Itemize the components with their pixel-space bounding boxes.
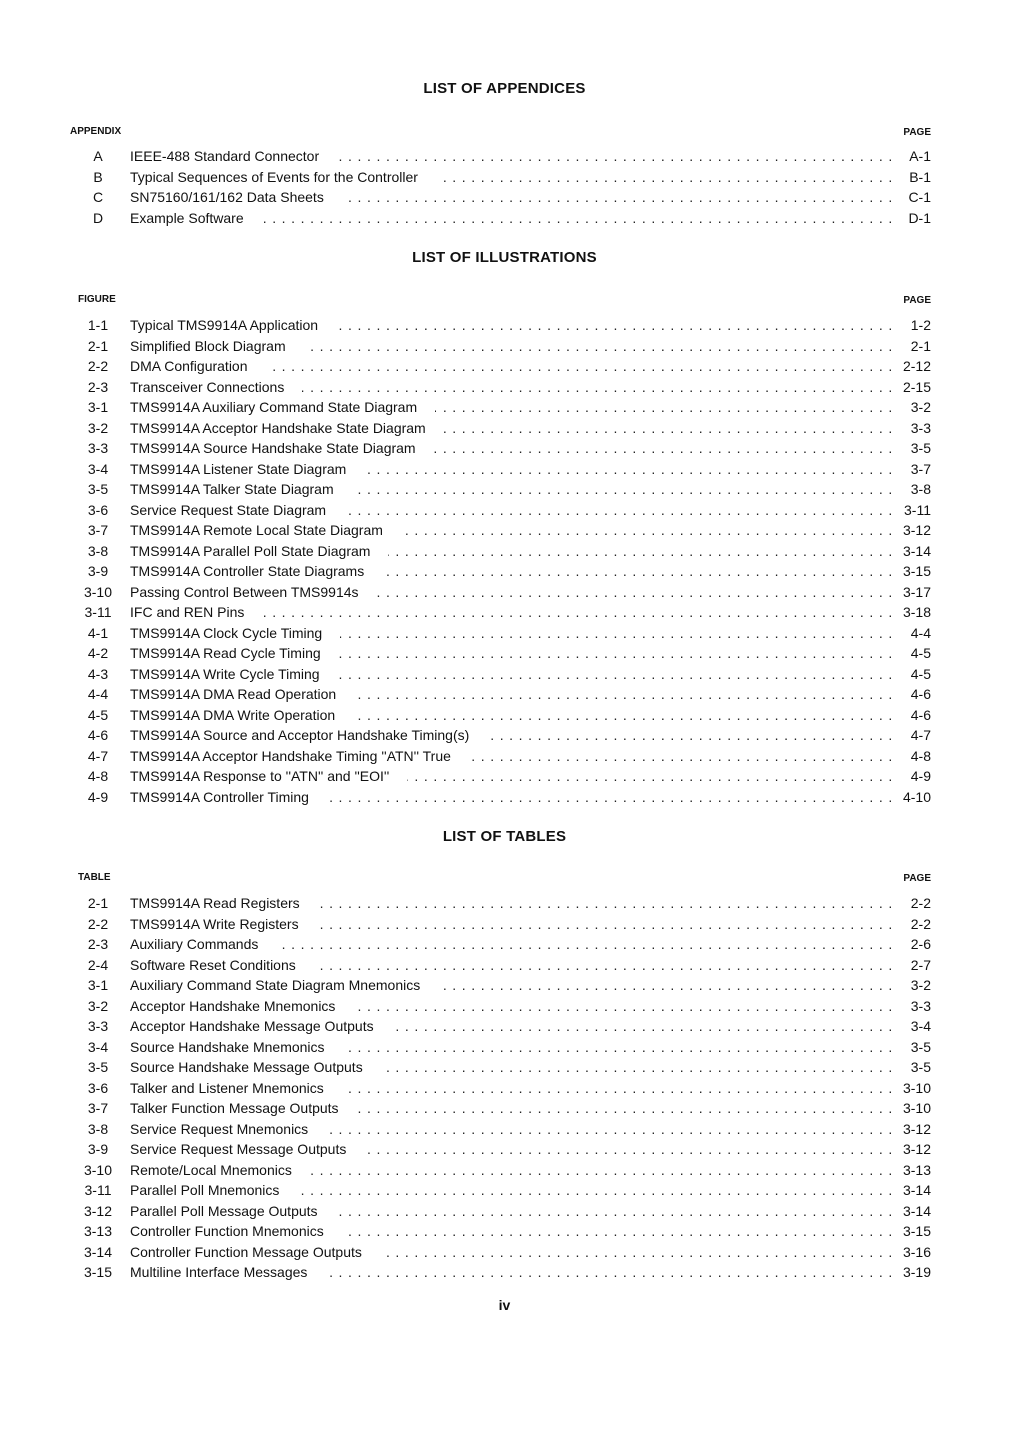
leader-dots bbox=[130, 377, 891, 398]
figure-number: 3-1 bbox=[87, 399, 109, 415]
table-page-ref: 2-6 bbox=[910, 936, 931, 952]
figure-number: 4-1 bbox=[87, 624, 109, 641]
table-number: 3-8 bbox=[87, 1120, 109, 1137]
figure-title: IFC and REN Pins bbox=[130, 604, 262, 620]
table-page-ref: 3-12 bbox=[902, 1141, 931, 1157]
figure-title: TMS9914A Source Handshake State Diagram bbox=[130, 440, 434, 456]
leader-dots bbox=[130, 187, 891, 208]
table-number: 3-10 bbox=[83, 1161, 113, 1178]
figure-number: 1-1 bbox=[87, 317, 109, 333]
leader-dots bbox=[130, 766, 891, 787]
appendix-number: A bbox=[93, 148, 103, 164]
figure-page-ref: 4-7 bbox=[910, 727, 931, 743]
table-page-ref: 3-10 bbox=[902, 1100, 931, 1116]
figure-entry bbox=[0, 725, 1009, 746]
figure-title: TMS9914A Write Cycle Timing bbox=[130, 666, 338, 682]
table-number: 3-3 bbox=[87, 1018, 109, 1034]
table-number: 3-15 bbox=[83, 1264, 113, 1280]
table-entry bbox=[0, 1098, 1009, 1119]
leader-dots bbox=[130, 520, 891, 541]
table-number: 3-4 bbox=[87, 1038, 109, 1055]
leader-dots bbox=[130, 1242, 891, 1263]
table-number: 3-13 bbox=[83, 1223, 113, 1239]
leader-dots bbox=[130, 336, 891, 357]
table-entry bbox=[0, 914, 1009, 935]
leader-dots bbox=[130, 1262, 891, 1283]
table-number: 3-11 bbox=[84, 1182, 112, 1198]
table-title: Controller Function Mnemonics bbox=[130, 1223, 342, 1239]
leader-dots bbox=[130, 684, 891, 705]
figure-page-ref: 4-6 bbox=[910, 686, 931, 702]
figure-entry bbox=[0, 643, 1009, 664]
table-page-ref: 3-4 bbox=[910, 1018, 931, 1034]
appendix-page-ref: B-1 bbox=[909, 168, 931, 185]
page-number: iv bbox=[498, 1297, 511, 1313]
figure-title: TMS9914A Acceptor Handshake Timing ''ATN'' True bbox=[130, 748, 469, 764]
leader-dots bbox=[130, 315, 891, 336]
figure-title: TMS9914A Response to ''ATN'' and ''EOI'' bbox=[130, 768, 407, 784]
leader-dots bbox=[130, 541, 891, 562]
appendix-number: D bbox=[92, 209, 104, 226]
leader-dots bbox=[130, 1180, 891, 1201]
figure-title: DMA Configuration bbox=[130, 358, 266, 374]
figure-entry bbox=[0, 438, 1009, 459]
table-entry bbox=[0, 996, 1009, 1017]
figure-page-ref: 4-10 bbox=[902, 788, 931, 805]
table-page-ref: 3-15 bbox=[902, 1223, 931, 1239]
table-page-ref: 3-14 bbox=[902, 1182, 931, 1198]
leader-dots bbox=[130, 208, 891, 229]
tables-heading: LIST OF TABLES bbox=[442, 828, 567, 845]
table-entry bbox=[0, 1078, 1009, 1099]
figure-entry bbox=[0, 479, 1009, 500]
leader-dots bbox=[130, 955, 891, 976]
leader-dots bbox=[130, 643, 891, 664]
table-page-ref: 3-19 bbox=[902, 1264, 931, 1280]
appendix-number: B bbox=[93, 168, 103, 185]
table-title: Multiline Interface Messages bbox=[130, 1264, 325, 1280]
table-entry bbox=[0, 893, 1009, 914]
leader-dots bbox=[130, 996, 891, 1017]
figure-page-ref: 4-9 bbox=[910, 768, 931, 784]
figure-number: 4-9 bbox=[87, 788, 109, 805]
figure-title: TMS9914A Read Cycle Timing bbox=[130, 645, 339, 661]
leader-dots bbox=[130, 479, 891, 500]
leader-dots bbox=[130, 1119, 891, 1140]
appendix-page-ref: C-1 bbox=[908, 189, 931, 205]
table-title: Acceptor Handshake Mnemonics bbox=[130, 998, 353, 1014]
table-entry bbox=[0, 1180, 1009, 1201]
appendix-title: Typical Sequences of Events for the Controller bbox=[130, 169, 436, 185]
leader-dots bbox=[130, 914, 891, 935]
table-page-ref: 3-13 bbox=[902, 1161, 931, 1178]
leader-dots bbox=[130, 893, 891, 914]
figure-title: Typical TMS9914A Application bbox=[130, 317, 336, 333]
table-number: 3-5 bbox=[87, 1059, 109, 1075]
figure-page-ref: 2-15 bbox=[902, 378, 931, 395]
figure-title: TMS9914A DMA Write Operation bbox=[130, 707, 353, 723]
figure-number: 3-3 bbox=[87, 440, 109, 456]
figure-number: 3-4 bbox=[87, 460, 109, 477]
figure-page-ref: 4-5 bbox=[910, 665, 931, 682]
table-title: TMS9914A Read Registers bbox=[130, 895, 318, 911]
leader-dots bbox=[130, 1201, 891, 1222]
figure-number: 4-2 bbox=[87, 645, 109, 661]
figure-title: TMS9914A Controller Timing bbox=[130, 789, 327, 805]
appendix-title: Example Software bbox=[130, 210, 262, 226]
table-page-ref: 2-7 bbox=[910, 956, 931, 973]
leader-dots bbox=[130, 746, 891, 767]
leader-dots bbox=[130, 664, 891, 685]
table-page-ref: 3-5 bbox=[910, 1059, 931, 1075]
figure-entry bbox=[0, 418, 1009, 439]
figure-page-column-header: PAGE bbox=[903, 295, 931, 306]
leader-dots bbox=[130, 418, 891, 439]
figure-number: 3-10 bbox=[83, 583, 113, 600]
table-page-ref: 3-2 bbox=[910, 977, 931, 993]
figure-title: TMS9914A Auxiliary Command State Diagram bbox=[130, 399, 435, 415]
figure-entry bbox=[0, 315, 1009, 336]
leader-dots bbox=[130, 975, 891, 996]
figure-page-ref: 1-2 bbox=[910, 317, 931, 333]
leader-dots bbox=[130, 602, 891, 623]
appendices-list bbox=[0, 146, 1009, 228]
leader-dots bbox=[130, 1160, 891, 1181]
table-entry bbox=[0, 1201, 1009, 1222]
table-title: Service Request Message Outputs bbox=[130, 1141, 364, 1157]
figure-page-ref: 3-2 bbox=[910, 399, 931, 415]
table-number: 3-6 bbox=[87, 1079, 109, 1096]
figure-title: TMS9914A Source and Acceptor Handshake Timing(s) bbox=[130, 727, 487, 743]
figure-page-ref: 3-3 bbox=[910, 419, 931, 436]
figure-page-ref: 4-8 bbox=[910, 747, 931, 764]
figure-entry bbox=[0, 582, 1009, 603]
figure-entry bbox=[0, 561, 1009, 582]
table-title: Service Request Mnemonics bbox=[130, 1121, 326, 1137]
figure-title: TMS9914A Remote Local State Diagram bbox=[130, 522, 401, 538]
figure-number: 3-11 bbox=[84, 604, 112, 620]
leader-dots bbox=[130, 705, 891, 726]
leader-dots bbox=[130, 725, 891, 746]
table-title: Controller Function Message Outputs bbox=[130, 1244, 380, 1260]
table-title: Remote/Local Mnemonics bbox=[130, 1162, 310, 1178]
figure-column-header: FIGURE bbox=[78, 294, 116, 305]
appendix-entry bbox=[0, 208, 1009, 229]
figure-entry bbox=[0, 377, 1009, 398]
table-page-ref: 3-10 bbox=[902, 1079, 931, 1096]
figure-title: TMS9914A Parallel Poll State Diagram bbox=[130, 543, 388, 559]
appendix-entry bbox=[0, 187, 1009, 208]
table-number: 2-4 bbox=[87, 956, 109, 973]
leader-dots bbox=[130, 623, 891, 644]
figure-entry bbox=[0, 684, 1009, 705]
leader-dots bbox=[130, 500, 891, 521]
table-title: Talker Function Message Outputs bbox=[130, 1100, 357, 1116]
appendix-title: SN75160/161/162 Data Sheets bbox=[130, 189, 342, 205]
table-page-ref: 2-2 bbox=[910, 915, 931, 932]
figure-entry bbox=[0, 500, 1009, 521]
figure-number: 3-7 bbox=[87, 522, 109, 538]
leader-dots bbox=[130, 934, 891, 955]
figure-title: TMS9914A DMA Read Operation bbox=[130, 686, 354, 702]
table-title: Parallel Poll Mnemonics bbox=[130, 1182, 297, 1198]
table-entry bbox=[0, 1242, 1009, 1263]
table-number: 3-7 bbox=[87, 1100, 109, 1116]
figure-number: 4-3 bbox=[87, 665, 109, 682]
leader-dots bbox=[130, 1139, 891, 1160]
table-entry bbox=[0, 975, 1009, 996]
appendices-heading: LIST OF APPENDICES bbox=[423, 80, 586, 97]
table-entry bbox=[0, 1119, 1009, 1140]
leader-dots bbox=[130, 438, 891, 459]
leader-dots bbox=[130, 1057, 891, 1078]
figure-entry bbox=[0, 397, 1009, 418]
figure-entry bbox=[0, 623, 1009, 644]
table-number: 3-14 bbox=[83, 1243, 113, 1260]
table-page-ref: 3-3 bbox=[910, 997, 931, 1014]
leader-dots bbox=[130, 459, 891, 480]
figure-page-ref: 3-17 bbox=[902, 583, 931, 600]
figure-entry bbox=[0, 459, 1009, 480]
table-number: 2-1 bbox=[87, 895, 109, 911]
figure-entry bbox=[0, 336, 1009, 357]
figure-number: 4-4 bbox=[87, 686, 109, 702]
table-entry bbox=[0, 934, 1009, 955]
table-title: Auxiliary Command State Diagram Mnemonics bbox=[130, 977, 438, 993]
table-entry bbox=[0, 1221, 1009, 1242]
figure-entry bbox=[0, 664, 1009, 685]
figure-entry bbox=[0, 356, 1009, 377]
leader-dots bbox=[130, 1221, 891, 1242]
figure-entry bbox=[0, 541, 1009, 562]
illustrations-list bbox=[0, 315, 1009, 807]
table-entry bbox=[0, 1160, 1009, 1181]
leader-dots bbox=[130, 787, 891, 808]
figure-number: 3-8 bbox=[87, 542, 109, 559]
figure-title: Transceiver Connections bbox=[130, 379, 302, 395]
figure-page-ref: 3-18 bbox=[902, 604, 931, 620]
table-title: Parallel Poll Message Outputs bbox=[130, 1203, 336, 1219]
table-entry bbox=[0, 955, 1009, 976]
leader-dots bbox=[130, 1098, 891, 1119]
table-title: Source Handshake Message Outputs bbox=[130, 1059, 381, 1075]
table-number: 3-2 bbox=[87, 997, 109, 1014]
figure-entry bbox=[0, 766, 1009, 787]
figure-number: 2-2 bbox=[87, 358, 109, 374]
table-title: TMS9914A Write Registers bbox=[130, 916, 317, 932]
figure-title: Passing Control Between TMS9914s bbox=[130, 584, 377, 600]
leader-dots bbox=[130, 1016, 891, 1037]
figure-title: TMS9914A Listener State Diagram bbox=[130, 461, 364, 477]
table-title: Software Reset Conditions bbox=[130, 957, 314, 973]
figure-entry bbox=[0, 520, 1009, 541]
appendix-number: C bbox=[92, 189, 104, 205]
appendix-page-column-header: PAGE bbox=[903, 127, 931, 138]
figure-number: 4-6 bbox=[87, 727, 109, 743]
figure-number: 3-6 bbox=[87, 501, 109, 518]
table-number: 3-12 bbox=[83, 1202, 113, 1219]
figure-page-ref: 3-12 bbox=[902, 522, 931, 538]
appendix-page-ref: A-1 bbox=[909, 148, 931, 164]
table-page-column-header: PAGE bbox=[903, 873, 931, 884]
appendix-entry bbox=[0, 167, 1009, 188]
table-page-ref: 3-14 bbox=[902, 1202, 931, 1219]
figure-entry bbox=[0, 602, 1009, 623]
figure-page-ref: 3-5 bbox=[910, 440, 931, 456]
figure-page-ref: 3-11 bbox=[904, 501, 931, 518]
leader-dots bbox=[130, 167, 891, 188]
table-title: Auxiliary Commands bbox=[130, 936, 276, 952]
figure-title: TMS9914A Controller State Diagrams bbox=[130, 563, 382, 579]
appendix-title: IEEE-488 Standard Connector bbox=[130, 148, 337, 164]
figure-title: TMS9914A Acceptor Handshake State Diagram bbox=[130, 420, 444, 436]
illustrations-heading: LIST OF ILLUSTRATIONS bbox=[412, 249, 597, 266]
appendix-page-ref: D-1 bbox=[908, 209, 931, 226]
figure-page-ref: 2-1 bbox=[910, 337, 931, 354]
figure-page-ref: 3-14 bbox=[902, 542, 931, 559]
figure-page-ref: 4-5 bbox=[910, 645, 931, 661]
table-entry bbox=[0, 1016, 1009, 1037]
figure-number: 4-7 bbox=[87, 747, 109, 764]
leader-dots bbox=[130, 582, 891, 603]
figure-number: 2-3 bbox=[87, 378, 109, 395]
table-number: 2-2 bbox=[87, 915, 109, 932]
table-page-ref: 3-12 bbox=[902, 1120, 931, 1137]
leader-dots bbox=[130, 561, 891, 582]
figure-title: Simplified Block Diagram bbox=[130, 338, 304, 354]
figure-page-ref: 3-7 bbox=[910, 460, 931, 477]
figure-page-ref: 4-4 bbox=[910, 624, 931, 641]
table-number: 2-3 bbox=[87, 936, 109, 952]
figure-number: 3-5 bbox=[87, 481, 109, 497]
table-entry bbox=[0, 1139, 1009, 1160]
table-number: 3-9 bbox=[87, 1141, 109, 1157]
figure-number: 4-8 bbox=[87, 768, 109, 784]
leader-dots bbox=[130, 356, 891, 377]
table-entry bbox=[0, 1262, 1009, 1283]
table-title: Acceptor Handshake Message Outputs bbox=[130, 1018, 392, 1034]
appendix-entry bbox=[0, 146, 1009, 167]
figure-title: TMS9914A Talker State Diagram bbox=[130, 481, 352, 497]
figure-entry bbox=[0, 746, 1009, 767]
figure-page-ref: 3-8 bbox=[910, 481, 931, 497]
table-entry bbox=[0, 1057, 1009, 1078]
table-page-ref: 2-2 bbox=[910, 895, 931, 911]
leader-dots bbox=[130, 1037, 891, 1058]
figure-page-ref: 2-12 bbox=[902, 358, 931, 374]
leader-dots bbox=[130, 397, 891, 418]
leader-dots bbox=[130, 1078, 891, 1099]
table-number: 3-1 bbox=[87, 977, 109, 993]
table-title: Source Handshake Mnemonics bbox=[130, 1039, 343, 1055]
table-title: Talker and Listener Mnemonics bbox=[130, 1080, 342, 1096]
table-page-ref: 3-5 bbox=[910, 1038, 931, 1055]
table-column-header: TABLE bbox=[78, 872, 111, 883]
figure-entry bbox=[0, 787, 1009, 808]
table-page-ref: 3-16 bbox=[902, 1243, 931, 1260]
tables-list bbox=[0, 893, 1009, 1283]
figure-number: 4-5 bbox=[87, 706, 109, 723]
appendix-column-header: APPENDIX bbox=[70, 126, 122, 137]
figure-title: TMS9914A Clock Cycle Timing bbox=[130, 625, 340, 641]
figure-entry bbox=[0, 705, 1009, 726]
figure-number: 3-9 bbox=[87, 563, 109, 579]
table-entry bbox=[0, 1037, 1009, 1058]
figure-number: 3-2 bbox=[87, 419, 109, 436]
figure-number: 2-1 bbox=[87, 337, 109, 354]
leader-dots bbox=[130, 146, 891, 167]
figure-page-ref: 4-6 bbox=[910, 706, 931, 723]
figure-title: Service Request State Diagram bbox=[130, 502, 344, 518]
figure-page-ref: 3-15 bbox=[902, 563, 931, 579]
